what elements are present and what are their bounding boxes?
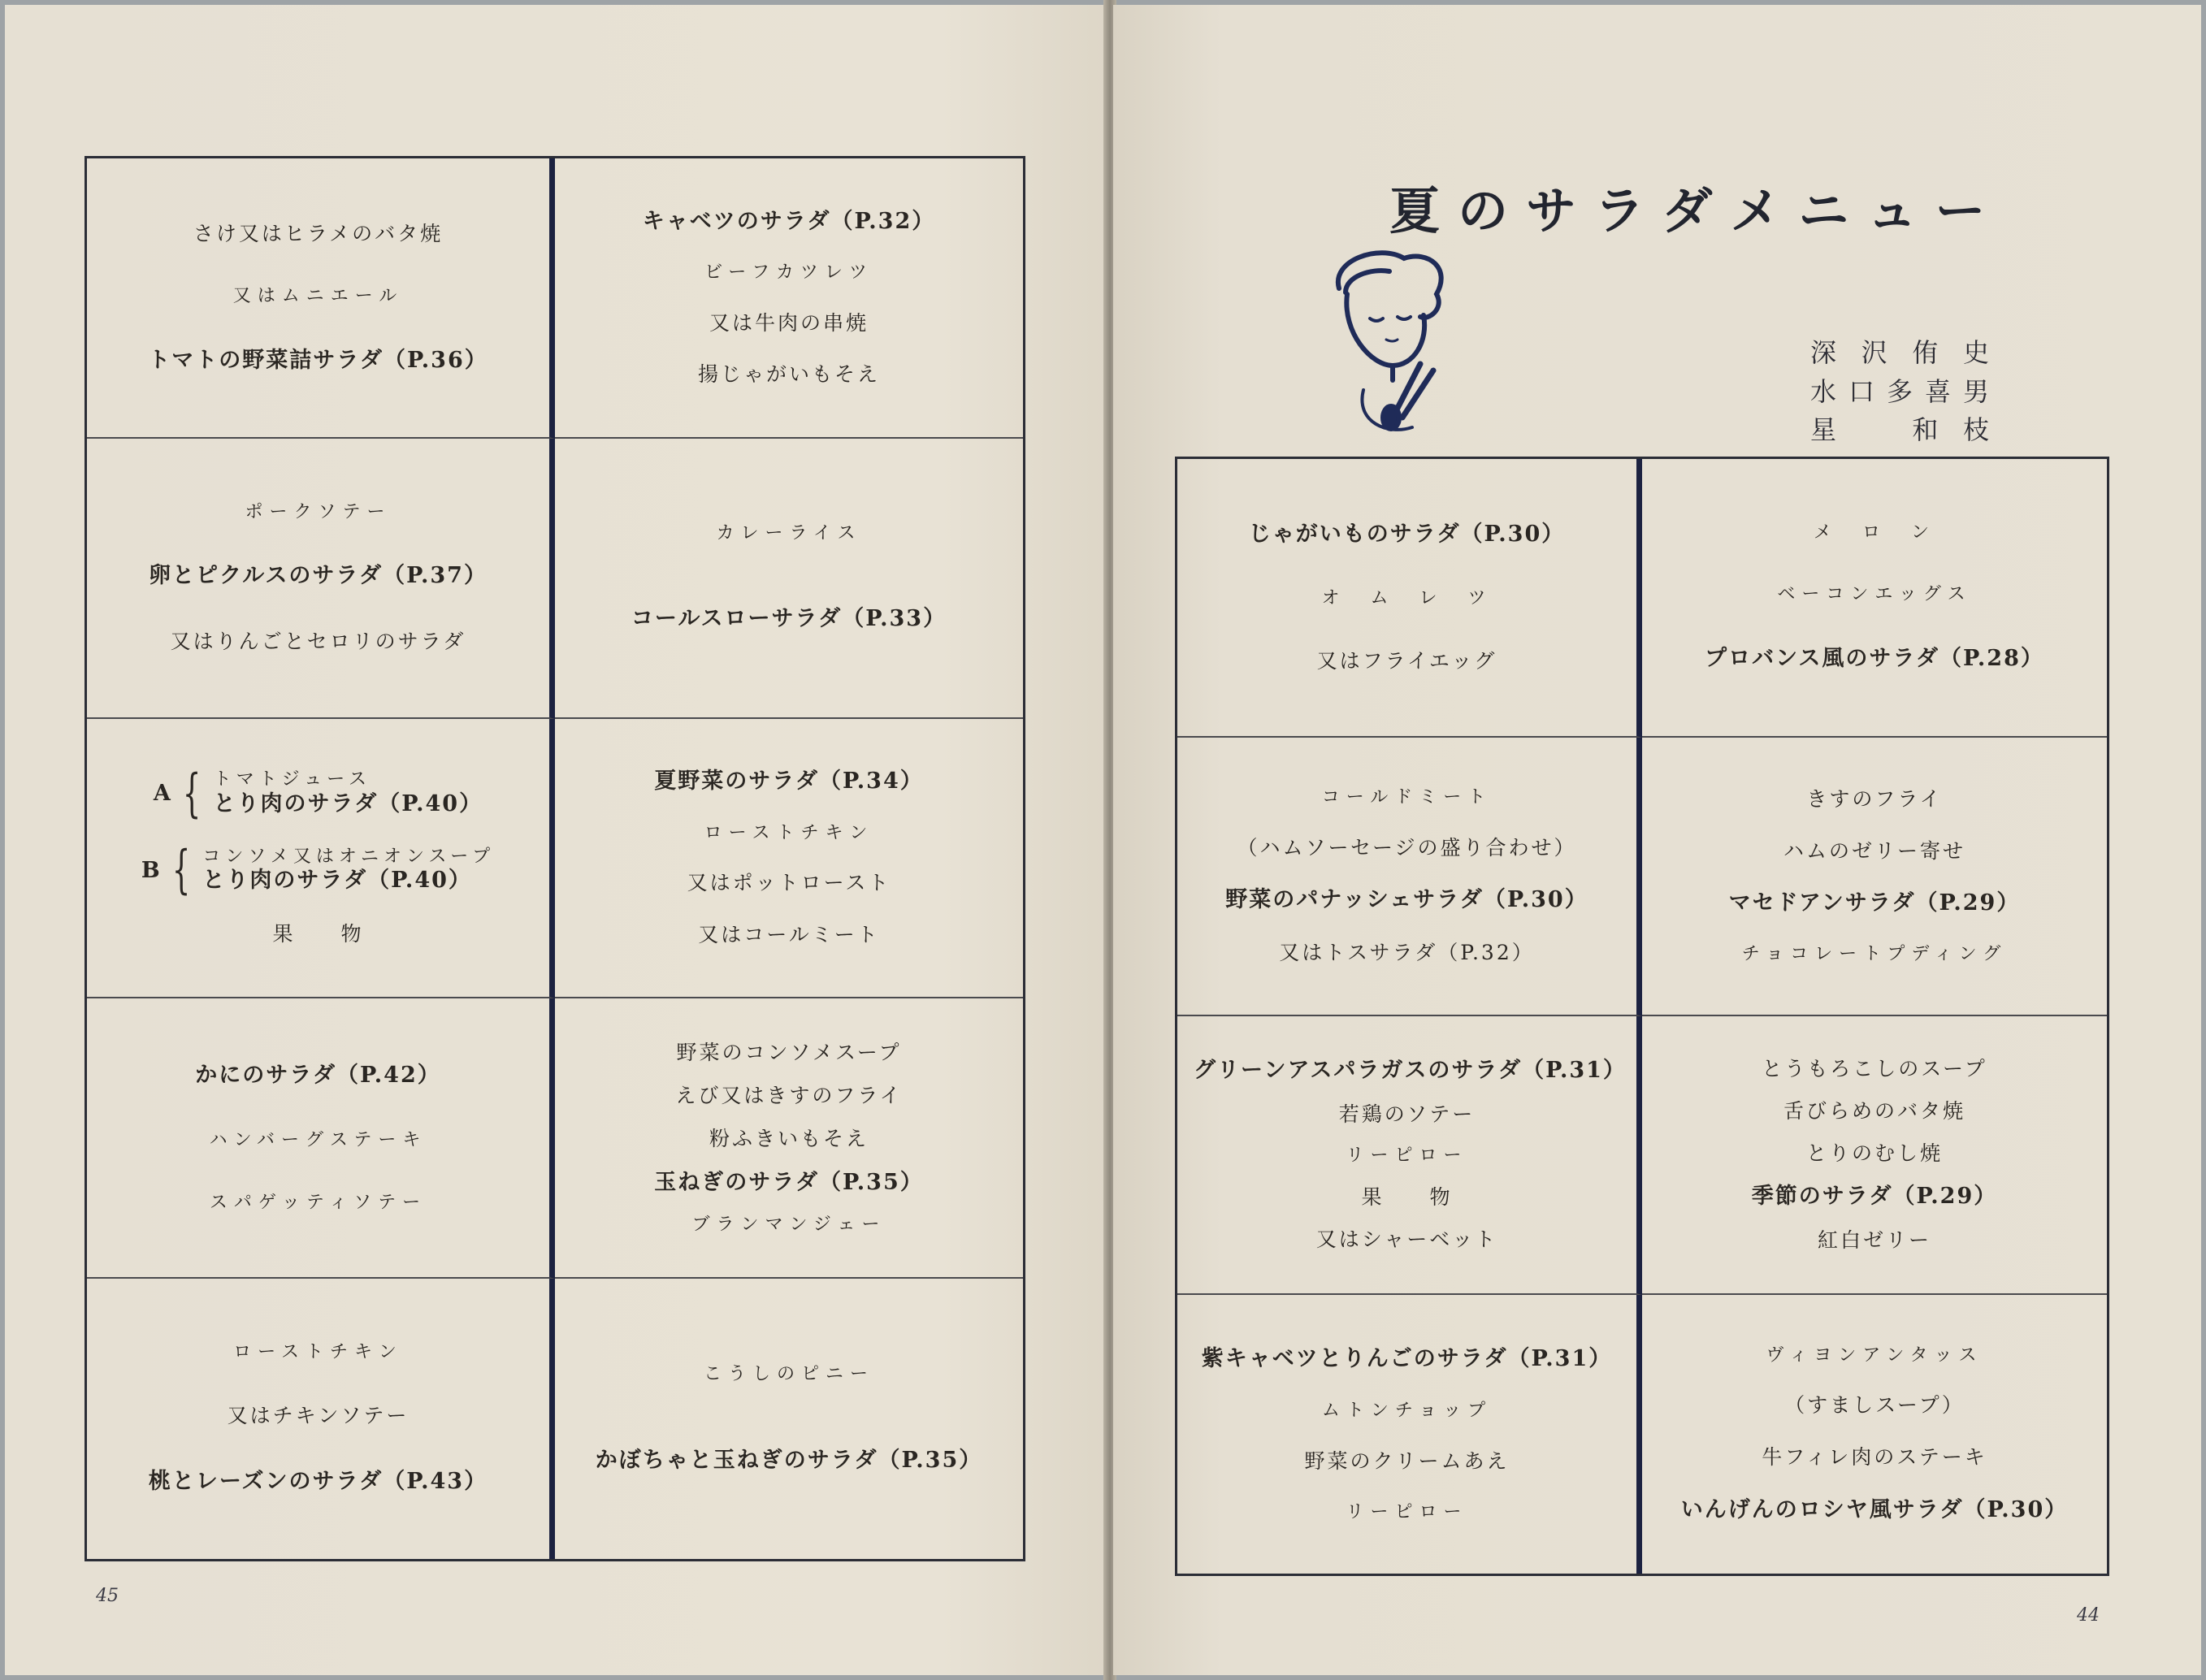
- menu-item: コールスローサラダ（P.33）: [631, 605, 947, 631]
- menu-item: ムトンチョップ: [1321, 1400, 1493, 1421]
- right-menu-grid: [1175, 457, 2109, 1576]
- menu-item: カレーライス: [716, 523, 862, 544]
- menu-cell: [555, 439, 1023, 719]
- menu-cell: [1177, 459, 1642, 738]
- menu-item: ブランマンジェー: [691, 1215, 886, 1236]
- menu-item: コンソメ又はオニオンスープ: [202, 846, 496, 867]
- menu-cell: [555, 998, 1023, 1279]
- menu-cell: [87, 439, 555, 719]
- menu-item: 若鶏のソテー: [1338, 1102, 1476, 1127]
- menu-item: 又はチキンソテー: [227, 1404, 410, 1428]
- menu-item: コールドミート: [1321, 787, 1493, 808]
- menu-item: 又はフライエッグ: [1316, 648, 1497, 673]
- menu-item: ビーフカツレツ: [704, 262, 873, 284]
- menu-item: 又はりんごとセロリのサラダ: [170, 630, 466, 654]
- menu-item: プロバンス風のサラダ（P.28）: [1705, 646, 2044, 672]
- menu-item: 果 物: [272, 922, 364, 946]
- brace-icon: {: [171, 840, 192, 901]
- menu-cell: [1642, 1295, 2107, 1574]
- menu-cell: [555, 719, 1023, 999]
- authors-list: [1810, 336, 1989, 448]
- menu-cell: [87, 719, 555, 999]
- menu-item: とりのむし焼: [1805, 1141, 1943, 1166]
- menu-item: メ ロ ン: [1813, 522, 1935, 543]
- menu-cell: [555, 158, 1023, 439]
- menu-item: 桃とレーズンのサラダ（P.43）: [148, 1469, 488, 1495]
- menu-item: リーピロー: [1346, 1501, 1468, 1522]
- menu-cell: [1177, 1295, 1642, 1574]
- menu-item: 紫キャベツとりんごのサラダ（P.31）: [1201, 1345, 1613, 1371]
- left-menu-grid: [85, 156, 1025, 1561]
- menu-item: 野菜のパナッシェサラダ（P.30）: [1225, 886, 1588, 912]
- menu-item: 卵とピクルスのサラダ（P.37）: [149, 562, 488, 588]
- menu-item: キャベツのサラダ（P.32）: [642, 208, 936, 234]
- author-name: 星 和枝: [1810, 414, 1989, 446]
- menu-item: トマトジュース: [213, 769, 372, 790]
- menu-cell: [1177, 738, 1642, 1016]
- menu-item: リーピロー: [1346, 1145, 1468, 1166]
- menu-item: （すましスープ）: [1784, 1393, 1965, 1418]
- page-title: 夏のサラダメニュー: [1389, 181, 2004, 240]
- page-number-left: 45: [96, 1586, 119, 1606]
- chef-girl-illustration: [1323, 244, 1453, 439]
- menu-item: とり肉のサラダ（P.40）: [202, 868, 472, 894]
- menu-item: 季節のサラダ（P.29）: [1751, 1184, 1998, 1210]
- menu-item: ローストチキン: [704, 822, 874, 843]
- menu-item: グリーンアスパラガスのサラダ（P.31）: [1194, 1057, 1627, 1083]
- menu-item: かにのサラダ（P.42）: [195, 1063, 441, 1089]
- author-name: 深沢侑史: [1810, 337, 1989, 368]
- menu-item: 又は牛肉の串焼: [709, 310, 869, 335]
- menu-item: 又はポットロースト: [687, 871, 891, 895]
- menu-item: 紅白ゼリー: [1817, 1228, 1931, 1252]
- menu-item: 又はムニエール: [232, 286, 404, 307]
- menu-cell: [87, 998, 555, 1279]
- menu-item: トマトの野菜詰サラダ（P.36）: [148, 347, 488, 373]
- menu-item: 舌びらめのバタ焼: [1783, 1099, 1965, 1124]
- menu-item: 揚じゃがいもそえ: [697, 362, 880, 387]
- menu-item: （ハムソーセージの盛り合わせ）: [1237, 835, 1577, 859]
- menu-item: かぼちゃと玉ねぎのサラダ（P.35）: [595, 1447, 983, 1473]
- menu-item: 玉ねぎのサラダ（P.35）: [654, 1169, 924, 1195]
- menu-item: こうしのピニー: [703, 1364, 874, 1385]
- menu-item: ハムのゼリー寄せ: [1783, 838, 1965, 863]
- author-name: 水口多喜男: [1810, 375, 1989, 407]
- page-number-right: 44: [2077, 1605, 2100, 1626]
- menu-cell: [1642, 738, 2107, 1016]
- menu-item: 牛フィレ肉のステーキ: [1762, 1445, 1987, 1470]
- menu-cell: [1177, 1016, 1642, 1295]
- menu-item: 又はトスサラダ（P.32）: [1279, 940, 1535, 964]
- menu-item: スパゲッティソテー: [209, 1192, 427, 1213]
- menu-item: ベーコンエッグス: [1777, 584, 1972, 605]
- menu-item: オ ム レ ツ: [1321, 588, 1493, 608]
- option-letter: A: [153, 781, 173, 807]
- menu-item: ハンバーグステーキ: [209, 1130, 427, 1151]
- menu-item: 粉ふきいもそえ: [709, 1126, 869, 1150]
- menu-item: さけ又はヒラメのバタ焼: [193, 221, 444, 245]
- menu-item: きすのフライ: [1806, 787, 1943, 812]
- menu-cell: [1642, 459, 2107, 738]
- menu-item: ローストチキン: [233, 1342, 403, 1363]
- menu-cell: [555, 1279, 1023, 1559]
- menu-item: 夏野菜のサラダ（P.34）: [654, 769, 924, 795]
- menu-item: 又はシャーベット: [1315, 1228, 1498, 1252]
- menu-item: いんげんのロシヤ風サラダ（P.30）: [1680, 1496, 2069, 1522]
- option-letter: B: [141, 857, 163, 883]
- menu-item: 野菜のコンソメスープ: [676, 1040, 902, 1064]
- menu-item: 野菜のクリームあえ: [1304, 1449, 1510, 1474]
- menu-item: ヴィヨンアンタッス: [1766, 1344, 1983, 1366]
- menu-item: えび又はきすのフライ: [675, 1083, 903, 1107]
- menu-item: 果 物: [1361, 1184, 1453, 1209]
- brace-icon: {: [182, 763, 202, 824]
- menu-item: とり肉のサラダ（P.40）: [213, 790, 483, 816]
- menu-option-group: [141, 840, 496, 901]
- menu-item: ポークソテー: [245, 501, 392, 522]
- menu-option-group: [153, 763, 483, 824]
- menu-item: とうもろこしのスープ: [1762, 1057, 1987, 1081]
- menu-cell: [87, 158, 555, 439]
- menu-item: マセドアンサラダ（P.29）: [1728, 890, 2021, 916]
- menu-item: じゃがいものサラダ（P.30）: [1248, 522, 1566, 548]
- menu-item: 又はコールミート: [698, 922, 880, 946]
- menu-cell: [1642, 1016, 2107, 1295]
- menu-item: チョコレートプディング: [1741, 943, 2008, 964]
- menu-cell: [87, 1279, 555, 1559]
